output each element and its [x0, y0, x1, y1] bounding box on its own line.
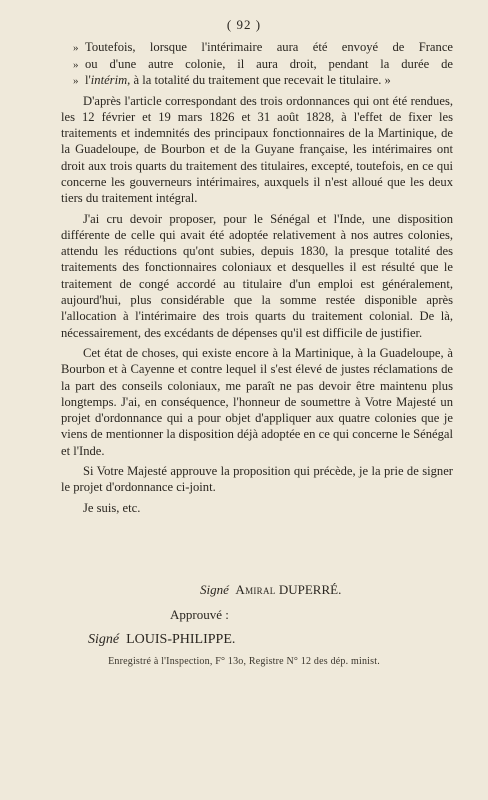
registration-note: Enregistré à l'Inspection, F° 13o, Registre N° 12 des dép. minist. [108, 656, 380, 667]
body-text [61, 40, 453, 520]
paragraph: Cet état de choses, qui existe encore à la Martinique, à la Guadeloupe, à Bourbon et à Cayenne et contre lequel il s'est élevé de justes réclamations de la part des conseils coloniaux, me paraît ne pas devoir être maintenu plus longtemps. J'ai, en conséquence, l'honneur de soumettre à Votre Majesté un projet d'ordonnance qui a pour objet d'appliquer aux quatre colonies que je viens de mentionner la disposition déjà adoptée en ce qui concerne le Sénégal et l'Inde. [61, 345, 453, 458]
quote-mark: » [73, 42, 79, 54]
signatory-name: DUPERRÉ. [278, 582, 342, 597]
quote-text-pre: l' [85, 73, 91, 87]
closing-formula: Je suis, etc. [83, 500, 141, 515]
quoted-article [75, 40, 453, 90]
minister-signature [200, 582, 341, 598]
quote-italic-word: intérim [90, 73, 128, 87]
signatory-title: Amiral [235, 582, 276, 597]
page-number: ( 92 ) [226, 17, 262, 32]
signatory-name: LOUIS-PHILIPPE. [126, 632, 236, 647]
quote-text: ou d'une autre colonie, il aura droit, pendant la durée de [85, 56, 453, 71]
quote-mark: » [73, 58, 79, 71]
signe-label: Signé [200, 582, 229, 597]
signe-label: Signé [88, 632, 120, 647]
paragraph: Si Votre Majesté approuve la proposition qui précède, je la prie de signer le projet d'ordonnance ci-joint. [61, 464, 453, 495]
quote-line [75, 40, 453, 57]
approval-label: Approuvé : [170, 607, 229, 622]
quote-text [85, 73, 453, 89]
quote-text-post: , à la totalité du traitement que recevait le titulaire. » [127, 73, 391, 87]
quote-mark: » [73, 75, 79, 87]
quote-line [75, 73, 453, 90]
paragraph: D'après l'article correspondant des trois ordonnances qui ont été rendues, les 12 février et 19 mars 1826 et 31 août 1828, à l'effet de fixer les traitements et indemnités des principaux fonctionnaires de la Martinique, de la Guadeloupe, de Bourbon et de la Guyane française, les intérimaires ont droit aux trois quarts du traitement des titulaires, excepté, toutefois, en ce qui concerne les gouverneurs intérimaires, auxquels il n'est alloué que les deux tiers du traitement intégral. [61, 93, 453, 206]
paragraph: J'ai cru devoir proposer, pour le Sénégal et l'Inde, une disposition différente de celle qui avait été adoptée relativement à nos autres colonies, attendu les réductions qu'ont subies, depuis 1830, la presque totalité des traitements des fonctionnaires coloniaux et desquelles il est résulté que le traitement de congé accordé au titulaire d'un emploi est généralement, aujourd'hui, plus considérable que la somme restée disponible après l'allocation à l'intérimaire des trois quarts du traitement colonial. De là, nécessairement, des excédants de dépenses qu'il est difficile de justifier. [61, 211, 453, 340]
quote-text: Toutefois, lorsque l'intérimaire aura été envoyé de France [85, 40, 453, 54]
quote-line [75, 57, 453, 74]
king-signature [88, 632, 235, 648]
